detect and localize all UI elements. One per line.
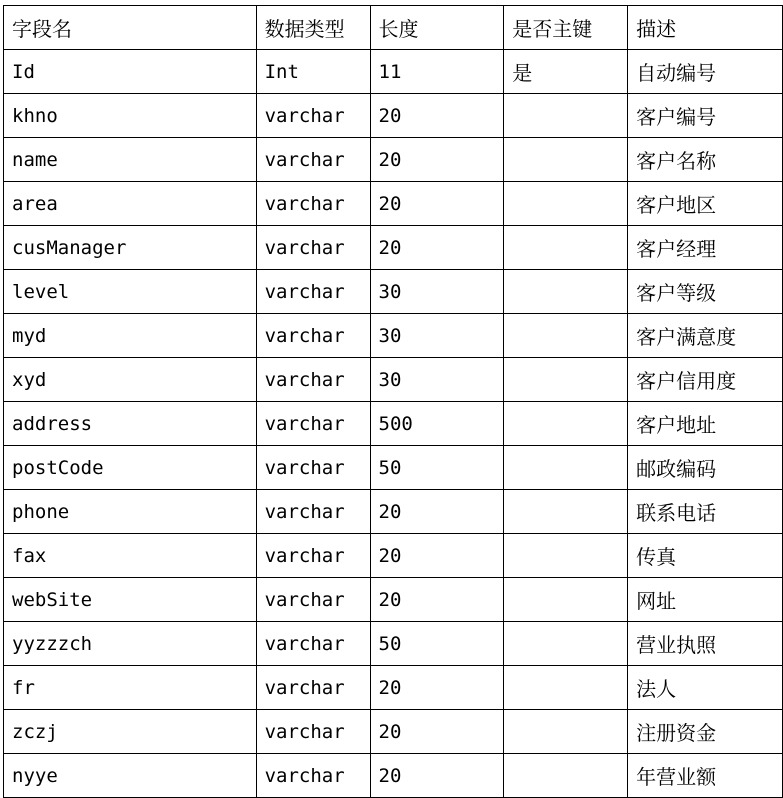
cell-primary-key bbox=[504, 94, 628, 138]
cell-data-type: varchar bbox=[256, 182, 370, 226]
cell-field-name: phone bbox=[4, 490, 257, 534]
header-field-name: 字段名 bbox=[4, 6, 257, 50]
cell-data-type: varchar bbox=[256, 754, 370, 798]
cell-primary-key bbox=[504, 138, 628, 182]
cell-data-type: varchar bbox=[256, 710, 370, 754]
cell-length: 50 bbox=[370, 622, 504, 666]
cell-data-type: varchar bbox=[256, 578, 370, 622]
table-row bbox=[4, 402, 783, 446]
cell-description: 客户地址 bbox=[628, 402, 783, 446]
cell-description: 联系电话 bbox=[628, 490, 783, 534]
cell-length: 20 bbox=[370, 490, 504, 534]
cell-field-name: nyye bbox=[4, 754, 257, 798]
header-description: 描述 bbox=[628, 6, 783, 50]
cell-field-name: xyd bbox=[4, 358, 257, 402]
table-row bbox=[4, 710, 783, 754]
cell-primary-key bbox=[504, 754, 628, 798]
table-row bbox=[4, 182, 783, 226]
cell-description: 网址 bbox=[628, 578, 783, 622]
table-row bbox=[4, 446, 783, 490]
cell-field-name: level bbox=[4, 270, 257, 314]
cell-field-name: postCode bbox=[4, 446, 257, 490]
cell-primary-key: 是 bbox=[504, 50, 628, 94]
cell-primary-key bbox=[504, 182, 628, 226]
cell-primary-key bbox=[504, 578, 628, 622]
table-row bbox=[4, 666, 783, 710]
cell-data-type: varchar bbox=[256, 490, 370, 534]
cell-description: 注册资金 bbox=[628, 710, 783, 754]
table-row bbox=[4, 490, 783, 534]
cell-primary-key bbox=[504, 358, 628, 402]
cell-field-name: fax bbox=[4, 534, 257, 578]
table-row bbox=[4, 578, 783, 622]
cell-description: 客户名称 bbox=[628, 138, 783, 182]
cell-data-type: varchar bbox=[256, 446, 370, 490]
field-definition-table bbox=[3, 5, 783, 798]
cell-length: 30 bbox=[370, 270, 504, 314]
cell-description: 客户地区 bbox=[628, 182, 783, 226]
table-row bbox=[4, 94, 783, 138]
cell-primary-key bbox=[504, 270, 628, 314]
cell-description: 邮政编码 bbox=[628, 446, 783, 490]
cell-field-name: yyzzzch bbox=[4, 622, 257, 666]
header-primary-key: 是否主键 bbox=[504, 6, 628, 50]
cell-field-name: myd bbox=[4, 314, 257, 358]
header-length: 长度 bbox=[370, 6, 504, 50]
cell-length: 30 bbox=[370, 314, 504, 358]
cell-length: 11 bbox=[370, 50, 504, 94]
table-row bbox=[4, 358, 783, 402]
cell-data-type: varchar bbox=[256, 622, 370, 666]
cell-length: 20 bbox=[370, 138, 504, 182]
cell-primary-key bbox=[504, 314, 628, 358]
cell-field-name: name bbox=[4, 138, 257, 182]
table-row bbox=[4, 314, 783, 358]
table-row bbox=[4, 534, 783, 578]
table-header-row bbox=[4, 6, 783, 50]
cell-field-name: address bbox=[4, 402, 257, 446]
table-row bbox=[4, 270, 783, 314]
cell-field-name: zczj bbox=[4, 710, 257, 754]
cell-length: 20 bbox=[370, 94, 504, 138]
table-row bbox=[4, 754, 783, 798]
cell-primary-key bbox=[504, 666, 628, 710]
cell-description: 年营业额 bbox=[628, 754, 783, 798]
cell-field-name: area bbox=[4, 182, 257, 226]
cell-description: 客户经理 bbox=[628, 226, 783, 270]
cell-description: 客户满意度 bbox=[628, 314, 783, 358]
cell-data-type: Int bbox=[256, 50, 370, 94]
cell-primary-key bbox=[504, 534, 628, 578]
cell-primary-key bbox=[504, 226, 628, 270]
header-data-type: 数据类型 bbox=[256, 6, 370, 50]
cell-data-type: varchar bbox=[256, 314, 370, 358]
cell-length: 20 bbox=[370, 710, 504, 754]
cell-data-type: varchar bbox=[256, 666, 370, 710]
cell-data-type: varchar bbox=[256, 270, 370, 314]
cell-field-name: fr bbox=[4, 666, 257, 710]
cell-description: 自动编号 bbox=[628, 50, 783, 94]
cell-field-name: webSite bbox=[4, 578, 257, 622]
cell-length: 20 bbox=[370, 754, 504, 798]
cell-description: 营业执照 bbox=[628, 622, 783, 666]
cell-field-name: cusManager bbox=[4, 226, 257, 270]
cell-data-type: varchar bbox=[256, 138, 370, 182]
cell-field-name: Id bbox=[4, 50, 257, 94]
cell-length: 20 bbox=[370, 534, 504, 578]
table-row bbox=[4, 50, 783, 94]
cell-description: 客户编号 bbox=[628, 94, 783, 138]
cell-description: 法人 bbox=[628, 666, 783, 710]
cell-primary-key bbox=[504, 490, 628, 534]
cell-data-type: varchar bbox=[256, 402, 370, 446]
cell-length: 20 bbox=[370, 182, 504, 226]
cell-description: 客户信用度 bbox=[628, 358, 783, 402]
table-row bbox=[4, 226, 783, 270]
cell-length: 30 bbox=[370, 358, 504, 402]
cell-data-type: varchar bbox=[256, 534, 370, 578]
cell-length: 20 bbox=[370, 578, 504, 622]
cell-length: 500 bbox=[370, 402, 504, 446]
cell-primary-key bbox=[504, 402, 628, 446]
cell-primary-key bbox=[504, 446, 628, 490]
cell-length: 50 bbox=[370, 446, 504, 490]
cell-description: 客户等级 bbox=[628, 270, 783, 314]
cell-field-name: khno bbox=[4, 94, 257, 138]
cell-description: 传真 bbox=[628, 534, 783, 578]
field-table-container bbox=[3, 5, 783, 798]
cell-length: 20 bbox=[370, 226, 504, 270]
cell-data-type: varchar bbox=[256, 94, 370, 138]
cell-length: 20 bbox=[370, 666, 504, 710]
cell-primary-key bbox=[504, 710, 628, 754]
cell-data-type: varchar bbox=[256, 358, 370, 402]
table-row bbox=[4, 622, 783, 666]
table-row bbox=[4, 138, 783, 182]
table-body bbox=[4, 50, 783, 798]
cell-data-type: varchar bbox=[256, 226, 370, 270]
cell-primary-key bbox=[504, 622, 628, 666]
